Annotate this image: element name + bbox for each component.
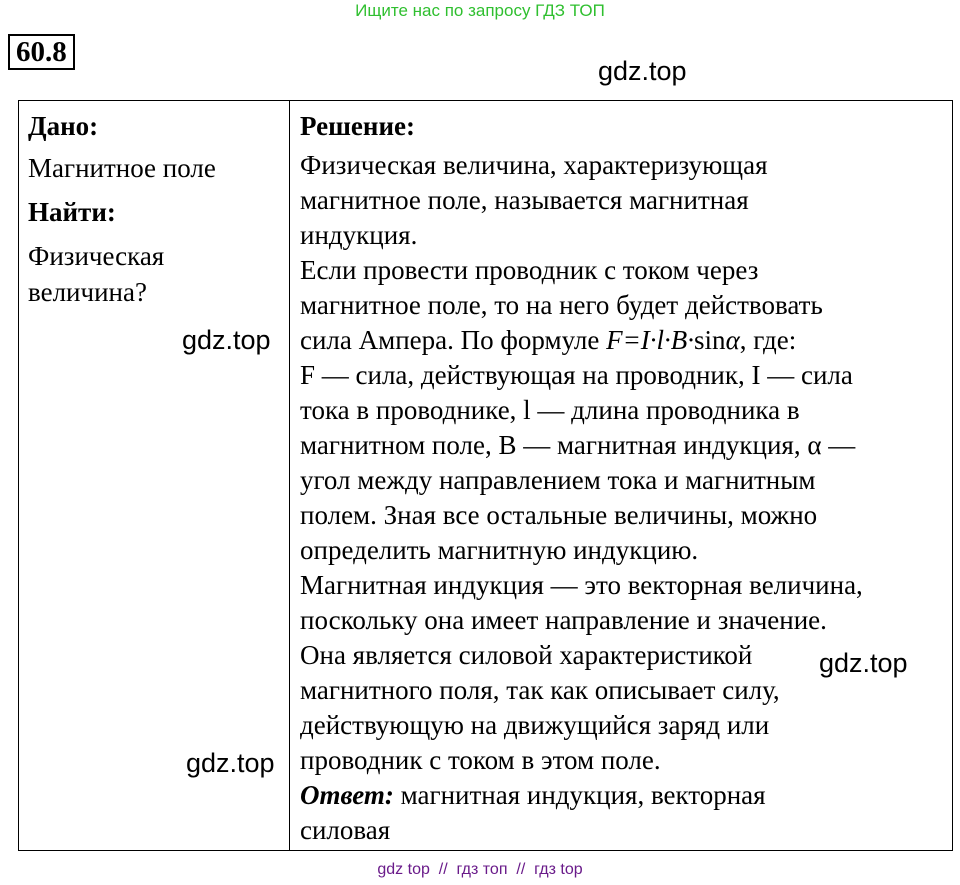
given-text: Магнитное поле: [28, 153, 216, 183]
solution-line: угол между направлением тока и магнитным: [300, 465, 816, 495]
formula: F=I·l·B·: [606, 325, 695, 355]
solution-line: полем. Зная все остальные величины, можно: [300, 500, 818, 530]
solution-line: поскольку она имеет направление и значение.: [300, 605, 827, 635]
watermark: gdz.top: [598, 56, 687, 86]
solution-line: Физическая величина, характеризующая: [300, 150, 768, 180]
answer-text: магнитная индукция, векторная: [393, 780, 766, 810]
solution-line: магнитного поля, так как описывает силу,: [300, 675, 780, 705]
find-line: величина?: [28, 277, 147, 307]
formula-sin: sin: [694, 325, 726, 355]
answer-line: силовая: [300, 815, 391, 845]
solution-line: индукция.: [300, 220, 418, 250]
watermark: gdz.top: [182, 325, 271, 355]
solution-line: [300, 323, 950, 358]
footer-links: gdz top // гдз топ // гдз top: [377, 861, 583, 878]
solution-text-part: , где:: [739, 325, 797, 355]
problem-number: 60.8: [8, 34, 75, 70]
solution-line: Она является силовой характеристикой: [300, 640, 753, 670]
solution-line: магнитном поле, B — магнитная индукция, α —: [300, 430, 856, 460]
solution-header: Решение:: [300, 111, 415, 141]
solution-line: тока в проводнике, l — длина проводника в: [300, 395, 800, 425]
find-header: Найти:: [28, 197, 116, 227]
solution-line: действующую на движущийся заряд или: [300, 710, 770, 740]
solution-line: магнитное поле, то на него будет действовать: [300, 290, 823, 320]
given-column: [28, 108, 283, 310]
watermark: gdz.top: [186, 748, 275, 778]
solution-text-part: сила Ампера. По формуле: [300, 325, 607, 355]
solution-line: магнитное поле, называется магнитная: [300, 185, 749, 215]
formula-alpha: α: [725, 325, 740, 355]
answer-label: Ответ:: [300, 780, 394, 810]
solution-line: Магнитная индукция — это векторная величина,: [300, 570, 863, 600]
solution-line: F — сила, действующая на проводник, I — сила: [300, 360, 853, 390]
solution-line: Если провести проводник с током через: [300, 255, 759, 285]
top-banner: Ищите нас по запросу ГДЗ ТОП: [355, 1, 605, 20]
column-divider: [289, 100, 290, 851]
given-header: Дано:: [28, 111, 99, 141]
solution-column: [300, 108, 950, 848]
answer-line: [300, 778, 950, 813]
find-text: [28, 238, 283, 310]
solution-line: проводник с током в этом поле.: [300, 745, 661, 775]
find-line: Физическая: [28, 241, 165, 271]
solution-text: [300, 148, 950, 848]
solution-line: определить магнитную индукцию.: [300, 535, 699, 565]
watermark: gdz.top: [819, 648, 908, 678]
